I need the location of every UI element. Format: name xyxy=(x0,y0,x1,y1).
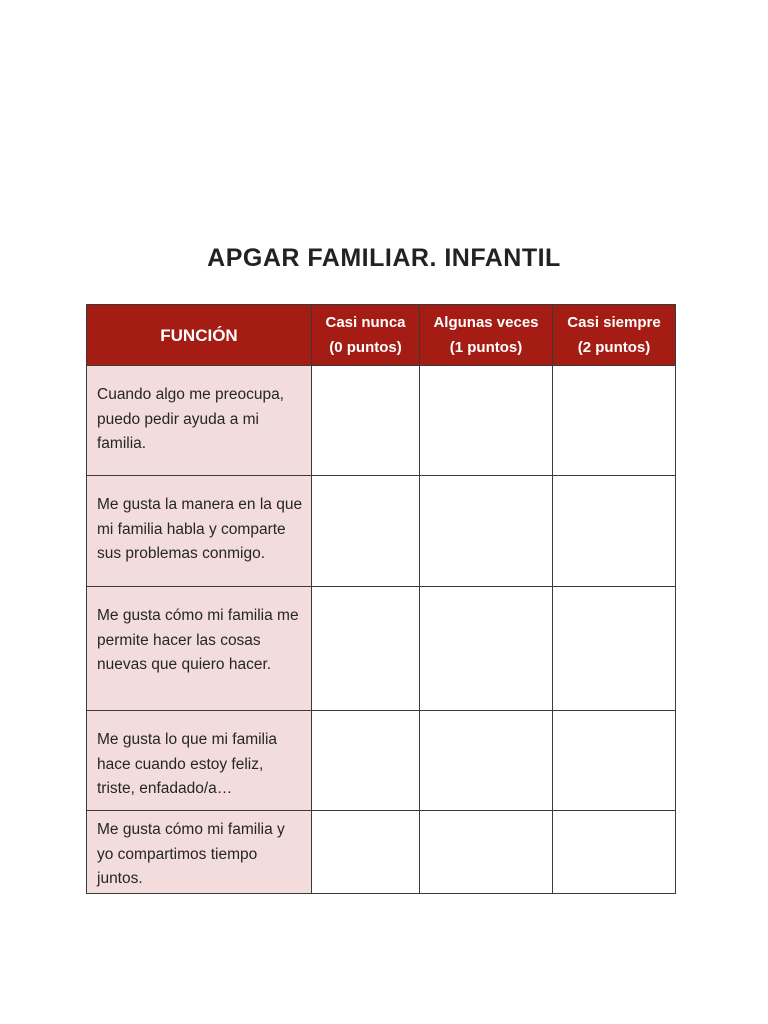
answer-cell-algunas-veces[interactable] xyxy=(420,811,553,894)
function-text: Me gusta lo que mi familia hace cuando estoy feliz, triste, enfadado/a… xyxy=(87,711,312,811)
header-algunas-veces-points: (1 puntos) xyxy=(449,339,523,356)
answer-cell-casi-nunca[interactable] xyxy=(312,587,420,711)
table-row xyxy=(87,476,676,587)
answer-cell-casi-siempre[interactable] xyxy=(553,811,676,894)
header-algunas-veces-label: Algunas veces xyxy=(433,314,539,331)
table-row xyxy=(87,811,676,894)
answer-cell-algunas-veces[interactable] xyxy=(420,587,553,711)
answer-cell-casi-nunca[interactable] xyxy=(312,711,420,811)
answer-cell-casi-siempre[interactable] xyxy=(553,476,676,587)
header-casi-siempre-points: (2 puntos) xyxy=(577,339,651,356)
header-casi-nunca xyxy=(312,305,420,366)
table-row xyxy=(87,366,676,476)
answer-cell-casi-nunca[interactable] xyxy=(312,811,420,894)
answer-cell-algunas-veces[interactable] xyxy=(420,366,553,476)
function-text: Me gusta cómo mi familia y yo compartimos tiempo juntos. xyxy=(87,811,312,894)
answer-cell-algunas-veces[interactable] xyxy=(420,711,553,811)
function-text: Me gusta la manera en la que mi familia habla y comparte sus problemas conmigo. xyxy=(87,476,312,587)
function-text: Me gusta cómo mi familia me permite hacer las cosas nuevas que quiero hacer. xyxy=(87,587,312,711)
answer-cell-casi-nunca[interactable] xyxy=(312,366,420,476)
header-casi-nunca-points: (0 puntos) xyxy=(329,339,402,356)
header-casi-siempre-label: Casi siempre xyxy=(567,314,661,331)
table-row xyxy=(87,711,676,811)
apgar-table xyxy=(86,304,676,894)
header-function: FUNCIÓN xyxy=(87,305,312,366)
table-header-row xyxy=(87,305,676,366)
table-row xyxy=(87,587,676,711)
header-casi-siempre xyxy=(553,305,676,366)
page-title: APGAR FAMILIAR. INFANTIL xyxy=(207,244,561,272)
answer-cell-casi-siempre[interactable] xyxy=(553,366,676,476)
function-text: Cuando algo me preocupa, puedo pedir ayuda a mi familia. xyxy=(87,366,312,476)
answer-cell-algunas-veces[interactable] xyxy=(420,476,553,587)
answer-cell-casi-siempre[interactable] xyxy=(553,587,676,711)
answer-cell-casi-siempre[interactable] xyxy=(553,711,676,811)
header-casi-nunca-label: Casi nunca xyxy=(325,314,406,331)
answer-cell-casi-nunca[interactable] xyxy=(312,476,420,587)
header-algunas-veces xyxy=(420,305,553,366)
